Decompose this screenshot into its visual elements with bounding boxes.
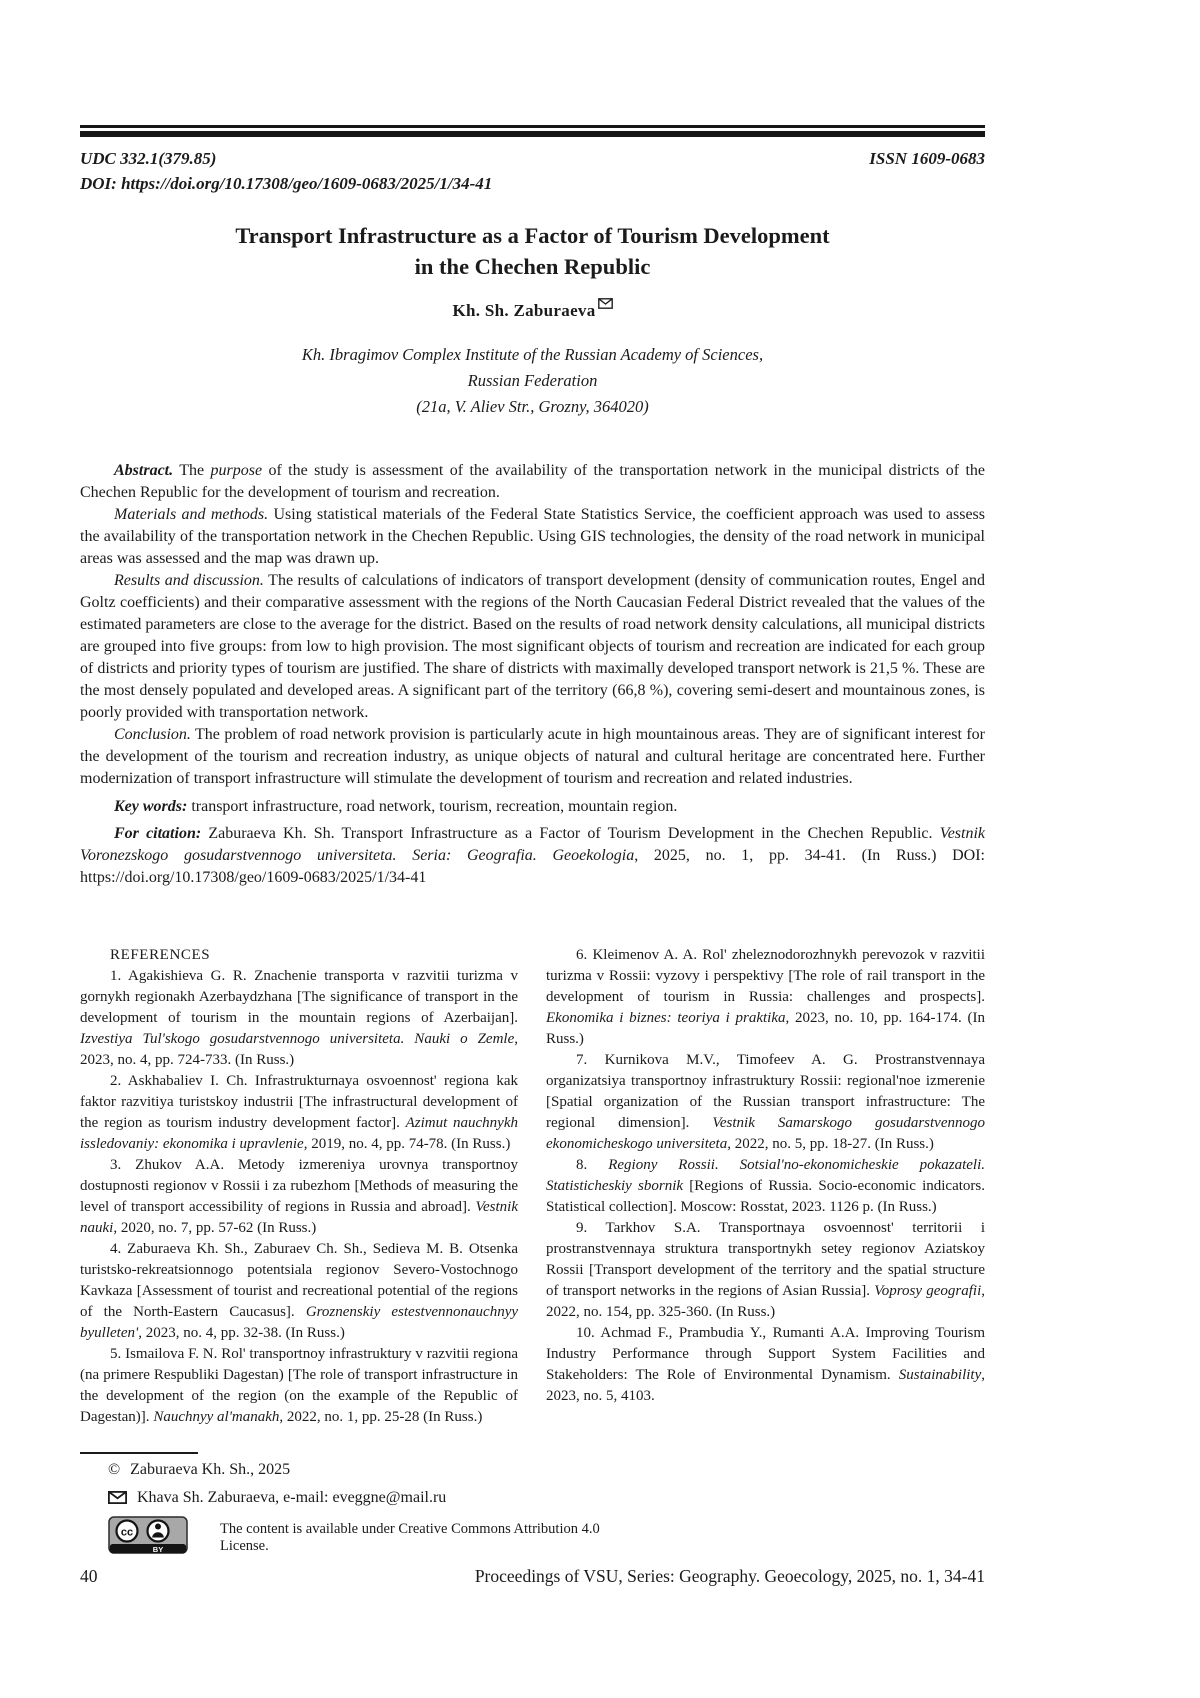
citation-block: For citation: Zaburaeva Kh. Sh. Transport Infrastructure as a Factor of Tourism Development in the Chechen Republic. Vestnik Voronezskogo gosudarstvennogo universiteta. Seria: Geografia. Geoekologia, 2025, no. 1, pp. 34-41. (In Russ.) DOI: https://doi.org/10.17308/geo/1609-0683/2025/1/34-41 bbox=[80, 825, 986, 886]
reference-item-10: 10. Achmad F., Prambudia Y., Rumanti A.A. Improving Tourism Industry Performance through Support System Facilities and Stakeholders: The Role of Environmental Dynamism. Sustainability, 2023, no. 5, 4103. bbox=[546, 1325, 985, 1404]
abstract-paragraph: Conclusion. The problem of road network provision is particularly acute in high mountainous areas. They are of significant interest for the development of the tourism and recreation industry, as unique objects of natural and cultural heritage are concentrated here. Further modernization of transport infrastructure will stimulate the development of tourism and recreation and related industries. bbox=[80, 726, 985, 787]
doi-line: DOI: https://doi.org/10.17308/geo/1609-0683/2025/1/34-41 bbox=[80, 174, 493, 193]
author-line bbox=[80, 300, 985, 322]
references-heading: REFERENCES bbox=[110, 947, 211, 963]
affiliation-line2: Russian Federation bbox=[467, 371, 598, 390]
issn-code: ISSN 1609-0683 bbox=[869, 149, 985, 168]
copyright-text: Zaburaeva Kh. Sh., 2025 bbox=[130, 1461, 291, 1478]
license-row bbox=[80, 1516, 640, 1559]
reference-item-8: 8. Regiony Rossii. Sotsial'no-ekonomicheskie pokazateli. Statisticheskiy sbornik [Regions of Russia. Socio-economic indicators. Statistical collection]. Moscow: Rosstat, 2023. 1126 p. (In Russ.) bbox=[546, 1157, 986, 1215]
abstract-paragraph: Materials and methods. Using statistical materials of the Federal State Statistics Service, the coefficient approach was used to assess the availability of the transportation network in the Chechen Republic. Using GIS technologies, the density of the road network in municipal areas was assessed and the map was drawn up. bbox=[80, 506, 986, 567]
references-right-column bbox=[546, 945, 985, 1428]
page-footer bbox=[80, 1566, 985, 1587]
cc-logo-text: cc bbox=[120, 1526, 134, 1539]
license-text: The content is available under Creative Commons Attribution 4.0 License. bbox=[220, 1520, 600, 1554]
references-left-column bbox=[80, 945, 518, 1428]
reference-item-1: 1. Agakishieva G. R. Znachenie transporta v razvitii turizma v gornykh regionakh Azerbaydzhana [The significance of transport in the development of tourism in the mountain regions of Azerbaijan]. Izvestiya Tul'skogo gosudarstvennogo universiteta. Nauki o Zemle, 2023, no. 4, pp. 724-733. (In Russ.) bbox=[80, 968, 518, 1068]
affiliation-line1: Kh. Ibragimov Complex Institute of the Russian Academy of Sciences, bbox=[301, 345, 764, 364]
author-name: Kh. Sh. Zaburaeva bbox=[452, 301, 596, 320]
reference-item-4: 4. Zaburaeva Kh. Sh., Zaburaev Ch. Sh., Sedieva M. B. Otsenka turistsko-rekreatsionnogo potentsiala regionov Severo-Vostochnogo Kavkaza [Assessment of tourist and recreational potential of the regions of the North-Eastern Caucasus]. Groznenskiy estestvennonauchnyy byulleten', 2023, no. 4, pp. 32-38. (In Russ.) bbox=[80, 1241, 519, 1341]
reference-item-6: 6. Kleimenov A. A. Rol' zheleznodorozhnykh perevozok v razvitii turizma v Rossii: vyzovy i perspektivy [The role of rail transport in the development of tourism in Russia: challenges and prospects]. Ekonomika i biznes: teoriya i praktika, 2023, no. 10, pp. 164-174. (In Russ.) bbox=[546, 947, 985, 1047]
email-envelope-icon bbox=[108, 1487, 127, 1512]
article-title-line2: in the Chechen Republic bbox=[414, 254, 651, 279]
page-number: 40 bbox=[80, 1566, 98, 1586]
copyright-line bbox=[80, 1457, 640, 1482]
udc-code: UDC 332.1(379.85) bbox=[80, 149, 217, 168]
person-icon bbox=[155, 1524, 161, 1530]
references-section bbox=[80, 945, 985, 1428]
reference-item-5: 5. Ismailova F. N. Rol' transportnoy infrastruktury v razvitii regiona (na primere Respubliki Dagestan) [The role of transport infrastructure in the development of the region (on the example of the Republic of Dagestan)]. Nauchnyy al'manakh, 2022, no. 1, pp. 25-28 (In Russ.) bbox=[80, 1346, 518, 1425]
journal-footer-line: Proceedings of VSU, Series: Geography. Geoecology, 2025, no. 1, 34-41 bbox=[474, 1566, 985, 1586]
affiliation-line3: (21a, V. Aliev Str., Grozny, 364020) bbox=[416, 397, 649, 416]
email-text: Khava Sh. Zaburaeva, e-mail: eveggne@mail.ru bbox=[137, 1489, 447, 1506]
top-rule-thick bbox=[80, 131, 985, 137]
top-rule-thin bbox=[80, 125, 985, 128]
copyright-symbol: © bbox=[108, 1461, 121, 1478]
footnote-block bbox=[80, 1452, 640, 1559]
article-meta-row bbox=[80, 146, 985, 171]
cc-by-badge bbox=[108, 1516, 188, 1559]
email-line bbox=[80, 1485, 640, 1510]
article-title bbox=[80, 220, 985, 282]
corresponding-author-envelope-icon bbox=[598, 293, 613, 315]
footnote-rule bbox=[80, 1452, 198, 1454]
reference-item-9: 9. Tarkhov S.A. Transportnaya osvoennost' territorii i prostranstvennaya struktura transportnykh setey regionov Aziatskoy Rossii [Transport development of the territory and the spatial structure of transport networks in the regions of Asian Russia]. Voprosy geografii, 2022, no. 154, pp. 325-360. (In Russ.) bbox=[546, 1220, 985, 1320]
article-title-line1: Transport Infrastructure as a Factor of Tourism Development bbox=[235, 223, 830, 248]
reference-item-7: 7. Kurnikova M.V., Timofeev A. G. Prostranstvennaya organizatsiya transportnoy infrastruktury Rossii: regional'noe izmerenie [Spatial organization of the Russian transport infrastructure: The regional dimension]. Vestnik Samarskogo gosudarstvennogo ekonomicheskogo universiteta, 2022, no. 5, pp. 18-27. (In Russ.) bbox=[546, 1052, 985, 1152]
affiliation bbox=[80, 342, 985, 420]
abstract-paragraph: Abstract. The purpose of the study is assessment of the availability of the transportation network in the municipal districts of the Chechen Republic for the development of tourism and recreation. bbox=[80, 462, 985, 501]
reference-item-2: 2. Askhabaliev I. Ch. Infrastrukturnaya osvoennost' regiona kak faktor razvitiya turistskoy industrii [The infrastructural development of the region as tourism industry development factor]. Azimut nauchnykh issledovaniy: ekonomika i upravlenie, 2019, no. 4, pp. 74-78. (In Russ.) bbox=[80, 1073, 519, 1152]
abstract-paragraph: Results and discussion. The results of calculations of indicators of transport development (density of communication routes, Engel and Goltz coefficients) and their comparative assessment with the regions of the North Caucasian Federal District revealed that the values of the estimated parameters are close to the average for the district. Based on the results of road network density calculations, all municipal districts are grouped into five groups: from low to high provision. The most significant objects of tourism and recreation are indicated for each group of districts and priority types of tourism are justified. The share of districts with maximally developed transport network is 21,5 %. These are the most densely populated and developed areas. A significant part of the territory (66,8 %), covering semi-desert and mountainous zones, is poorly provided with transportation network. bbox=[80, 572, 986, 721]
page-content bbox=[80, 0, 986, 1554]
keywords-line: Key words: transport infrastructure, road network, tourism, recreation, mountain region. bbox=[114, 798, 678, 815]
reference-item-3: 3. Zhukov A.A. Metody izmereniya urovnya transportnoy dostupnosti regionov v Rossii i za rubezhom [Methods of measuring the level of transport accessibility of regions in Russia and abroad]. Vestnik nauki, 2020, no. 7, pp. 57-62 (In Russ.) bbox=[80, 1157, 518, 1236]
abstract-section bbox=[80, 460, 985, 790]
by-label: BY bbox=[152, 1545, 164, 1554]
